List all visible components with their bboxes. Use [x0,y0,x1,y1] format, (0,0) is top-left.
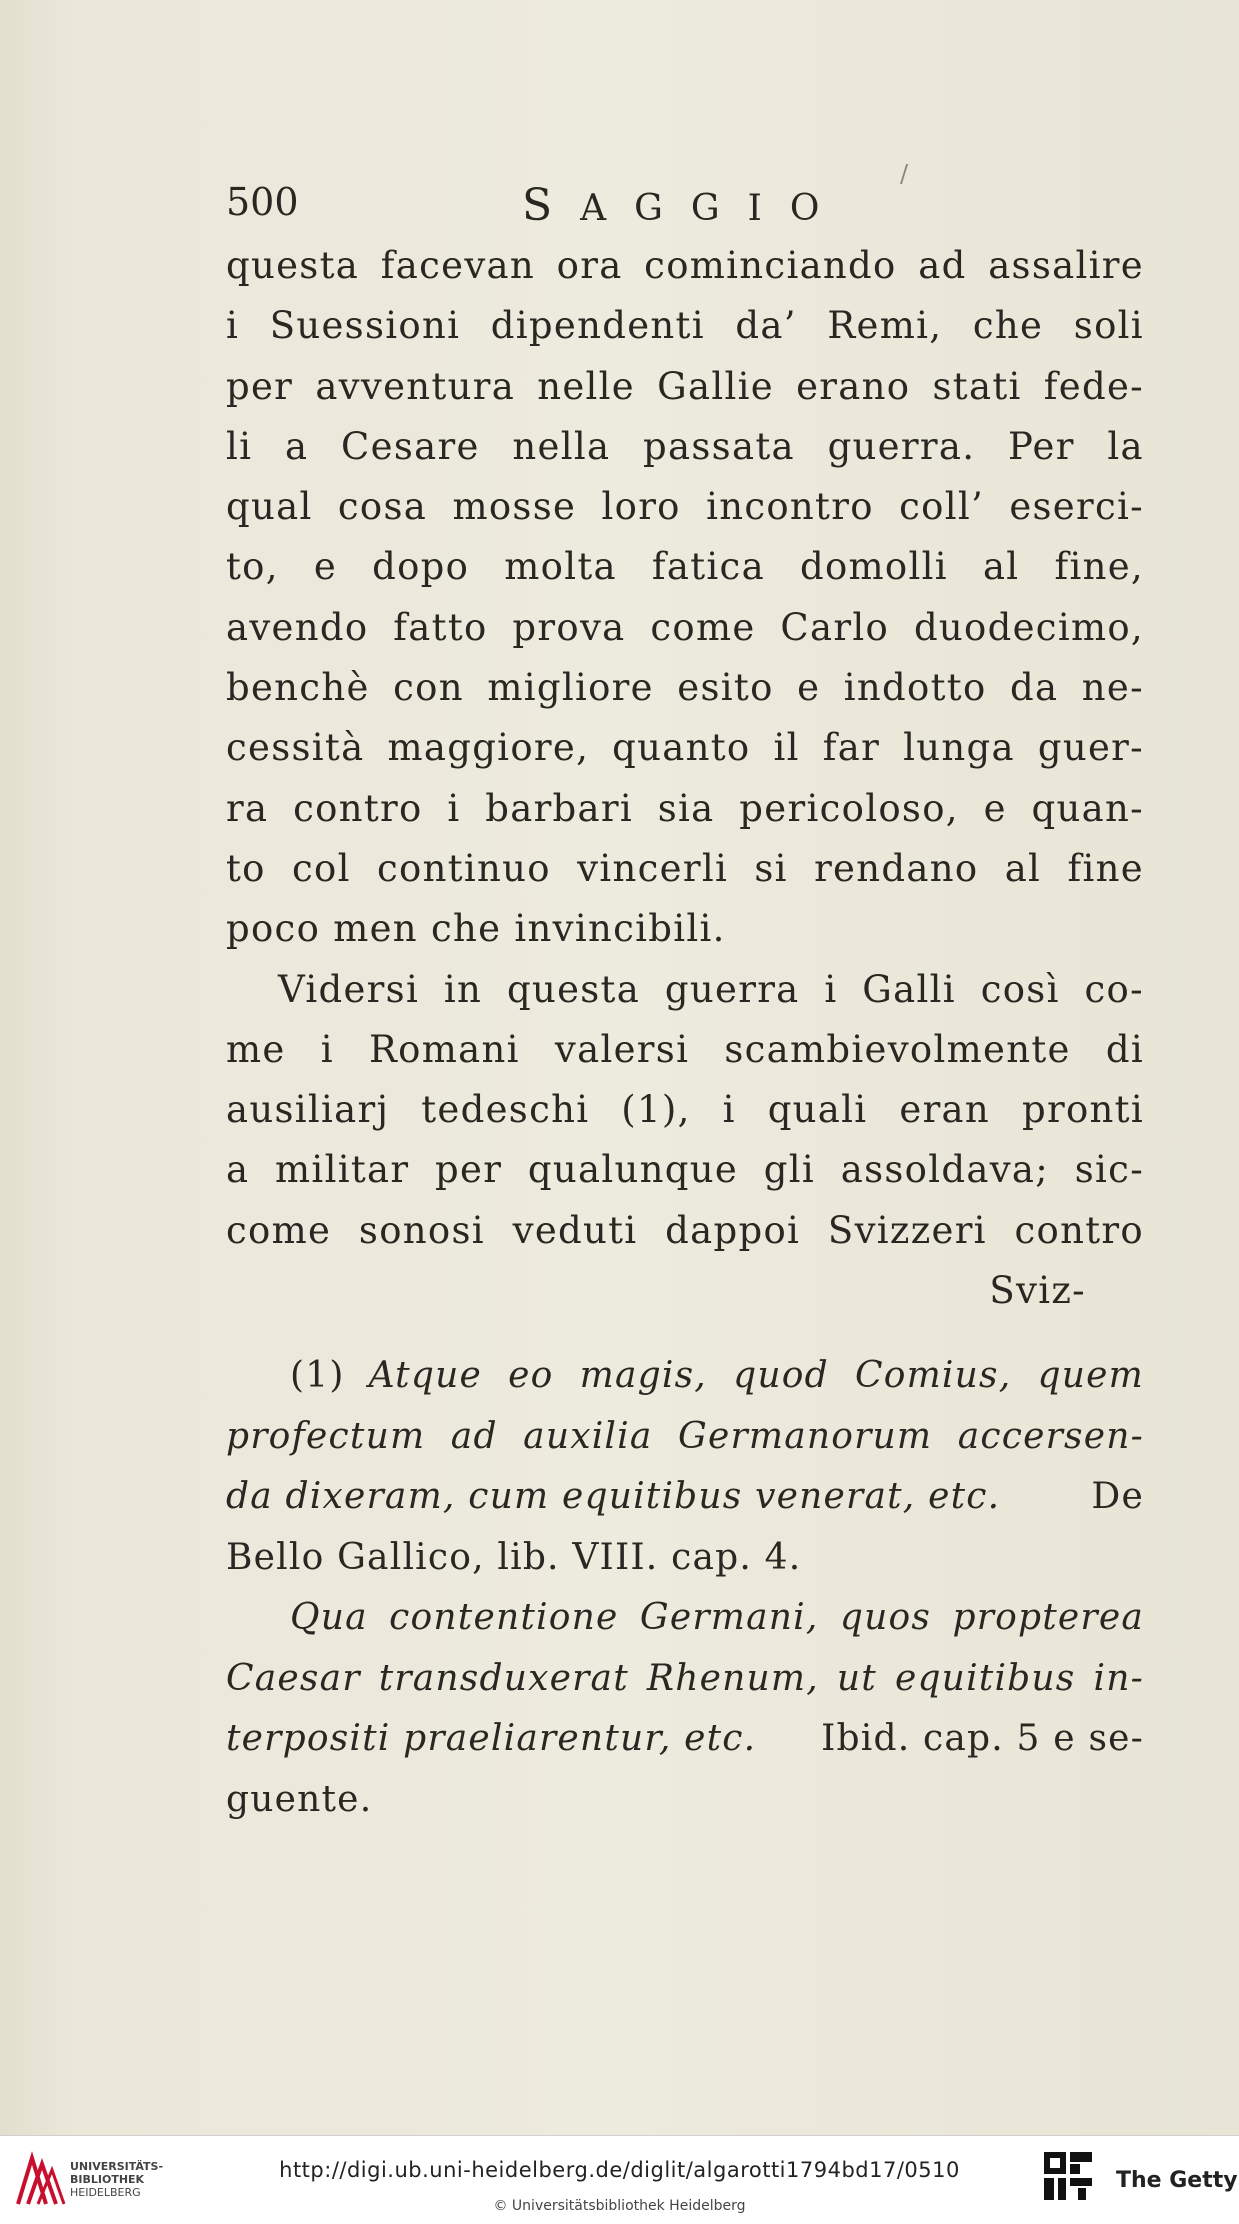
word: gli [763,1148,816,1192]
word: il [773,726,800,770]
word: Romani [369,1027,520,1071]
word: duodecimo, [913,605,1144,649]
footnote-text: Bello Gallico, lib. VIII. cap. 4. [226,1536,802,1578]
text-line [226,477,1144,537]
word: ne- [1081,666,1144,710]
word: fine, [1054,545,1144,589]
word: esito [677,666,774,710]
word: tedeschi [421,1088,590,1132]
footnote-text: Ibid. cap. 5 e se- [821,1718,1144,1759]
word: contro [293,786,423,830]
word: Germani, [639,1597,819,1638]
footnotes [226,1346,1144,1830]
word: transduxerat [378,1657,629,1699]
page-header [226,180,1166,240]
word: sia [657,786,715,830]
word: in- [1093,1657,1144,1699]
catchword [226,1261,1144,1321]
running-title [522,180,847,231]
word: profectum [226,1415,426,1457]
getty-logo-icon [1042,2150,1094,2210]
word: Gallie [657,364,774,408]
footnote-line [226,1709,1144,1770]
word: quos [839,1597,932,1638]
word: erano [796,364,911,408]
word: cominciando [644,244,897,287]
word: al [1004,846,1042,890]
word: questa [506,967,641,1011]
word: li [226,424,253,468]
catchword-text: Sviz- [989,1269,1086,1313]
word: Qua [290,1597,368,1638]
footnote-line [226,1770,1144,1831]
main-text [226,236,1144,1321]
word: Rhenum, [646,1657,819,1699]
word: indotto [843,666,987,710]
word: quem [1037,1355,1144,1396]
word: lunga [903,726,1015,770]
word: e [797,666,821,710]
word: quan- [1031,786,1144,830]
footnote-quote: da dixeram, cum equitibus venerat, etc. [226,1476,1001,1517]
word: sonosi [358,1208,485,1252]
word: ausiliarj [226,1088,390,1132]
footnote-text: De [1091,1476,1144,1517]
footnote-line [226,1588,1144,1649]
word: quod [733,1355,829,1396]
text-line [226,779,1144,839]
word: i [722,1088,736,1132]
text-line [226,296,1144,356]
word: propterea [952,1597,1144,1638]
word: eran [899,1088,991,1132]
text-line [226,899,1144,959]
word: avventura [315,364,516,408]
text-line [226,1080,1144,1140]
text-line [226,1020,1144,1080]
word: eo [508,1355,554,1396]
footnote-marker: (1) [290,1355,345,1396]
word: benchè [226,666,370,710]
word: guer- [1037,726,1144,770]
word: di [1105,1027,1144,1071]
word: pericoloso, [739,786,959,830]
text-line [226,357,1144,417]
word: ora [556,244,623,287]
word: fatica [651,545,765,589]
word: fatto [393,605,488,649]
footnote-quote: terpositi praeliarentur, etc. [226,1718,757,1759]
word: da [1009,666,1059,710]
word: col [292,846,351,890]
word: ad [918,244,967,287]
word: Vidersi [278,967,420,1011]
word: come [226,1208,332,1252]
word: Carlo [780,605,890,649]
footnote-line [226,1346,1144,1407]
word: come [650,605,756,649]
word: la [1107,424,1144,468]
word: ad [450,1415,498,1457]
word: scambievolmente [724,1027,1071,1071]
text-line [226,236,1144,296]
word: coll’ [899,485,985,529]
word: auxilia [523,1415,653,1457]
text-line [226,658,1144,718]
word: assalire [988,244,1144,287]
word: mosse [452,485,577,529]
word: barbari [485,786,634,830]
word: qualunque [527,1148,739,1192]
word: Cesare [341,424,480,468]
footnote-line [226,1649,1144,1710]
viewer-footer [0,2135,1239,2224]
library-name-line: BIBLIOTHEK [70,2173,145,2186]
word: continuo [377,846,551,890]
word: vincerli [577,846,729,890]
word: passata [643,424,795,468]
word: equitibus [894,1657,1076,1699]
word: Remi, [827,304,943,348]
text-line [226,960,1144,1020]
word: assoldava; [840,1148,1050,1192]
word: quanto [612,726,751,770]
library-name-line: UNIVERSITÄTS- [70,2160,164,2173]
word: fine [1067,846,1144,890]
text-line [226,417,1144,477]
word: contentione [389,1597,619,1638]
word: dipendenti [490,304,705,348]
word: nelle [537,364,635,408]
footnote-line [226,1528,1144,1589]
word: (1), [621,1088,691,1132]
copyright-notice: © Universitätsbibliothek Heidelberg [493,2198,746,2214]
running-title-rest: AGGIO [580,188,848,229]
word: contro [1014,1208,1144,1252]
word: me [226,1027,286,1071]
word: i [447,786,461,830]
word: quali [767,1088,868,1132]
word: far [822,726,881,770]
word: a [284,424,309,468]
word: migliore [487,666,654,710]
word: molta [504,545,617,589]
page-number: 500 [226,180,299,224]
word: nella [512,424,611,468]
word: veduti [512,1208,638,1252]
text-line [226,537,1144,597]
word: dappoi [665,1208,801,1252]
word: per [226,364,294,408]
word: e [983,786,1007,830]
text-line [226,839,1144,899]
word: stati [932,364,1022,408]
word: ra [226,786,269,830]
word: magis, [579,1355,707,1396]
word: eserci- [1009,485,1144,529]
word: Suessioni [269,304,461,348]
word: to, [226,545,279,589]
word: Galli [862,967,956,1011]
line-text: poco men che invincibili. [226,907,726,951]
word: i [320,1027,334,1071]
word: Caesar [226,1657,361,1699]
footnote-text: guente. [226,1778,373,1820]
word: guerra. [827,424,976,468]
word: fede- [1043,364,1144,408]
word: cessità [226,726,365,770]
word: questa [226,244,360,287]
word: e [313,545,338,589]
word: rendano [814,846,979,890]
footnote-quote [369,1346,1144,1407]
margin-mark: / [900,160,909,188]
text-line [226,598,1144,658]
word: dopo [372,545,470,589]
word: così [980,967,1060,1011]
word: incontro [706,485,874,529]
word: valersi [554,1027,690,1071]
word: da’ [735,304,797,348]
word: Germanorum [678,1415,933,1457]
word: militar [275,1148,410,1192]
word: soli [1073,304,1144,348]
text-line [226,1201,1144,1261]
word: Atque [368,1355,482,1396]
word: cosa [337,485,428,529]
word: Per [1007,424,1075,468]
word: Svizzeri [827,1208,987,1252]
word: domolli [799,545,948,589]
permalink-url[interactable]: http://digi.ub.uni-heidelberg.de/diglit/algarotti1794bd17/0510 [279,2158,960,2182]
word: loro [601,485,681,529]
word: i [824,967,838,1011]
word: guerra [664,967,800,1011]
text-line [226,718,1144,778]
word: avendo [226,605,369,649]
word: si [754,846,788,890]
library-name-line: HEIDELBERG [70,2186,141,2199]
word: i [226,304,240,348]
word: prova [512,605,626,649]
word: sic- [1074,1148,1144,1192]
text-line [226,1140,1144,1200]
word: con [393,666,464,710]
word: ut [836,1657,877,1699]
footnote-line [226,1407,1144,1468]
word: maggiore, [387,726,590,770]
word: pronti [1022,1088,1144,1132]
word: qual [226,485,313,529]
word: in [443,967,483,1011]
word: al [982,545,1020,589]
word: Comius, [854,1355,1012,1396]
word: to [226,846,266,890]
running-title-initial: S [522,180,581,231]
word: per [435,1148,503,1192]
word: facevan [380,244,536,287]
footnote-line [226,1467,1144,1528]
word: accersen- [957,1415,1144,1457]
word: che [972,304,1044,348]
getty-label: The Getty [1116,2168,1238,2193]
word: co- [1084,967,1144,1011]
word: a [226,1148,250,1192]
